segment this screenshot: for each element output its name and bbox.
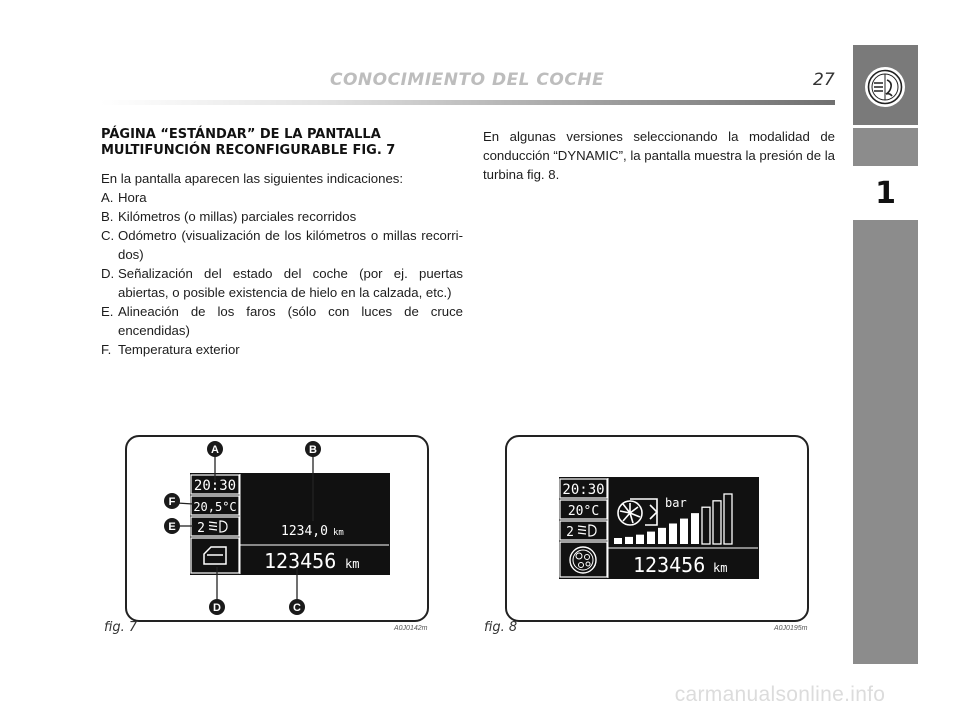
- callout-b: B: [309, 444, 317, 456]
- fig7-trip-unit: km: [333, 528, 344, 538]
- callout-f: F: [168, 496, 176, 508]
- item-letter: E.: [101, 304, 114, 319]
- fig8-caption: fig. 8: [484, 620, 518, 635]
- fig8-temperature: 20°C: [567, 504, 600, 519]
- boost-bar: [669, 523, 677, 544]
- fig7-caption: fig. 7: [104, 620, 138, 635]
- boost-bar: [614, 538, 622, 544]
- fig7-time: 20:30: [193, 478, 237, 494]
- header-rule: [100, 100, 835, 105]
- side-tab-divider: [853, 125, 918, 128]
- fig7-odometer: 123456: [264, 549, 337, 573]
- fig7-display-illustration: [127, 437, 427, 620]
- fig7-headlight-level: 2: [197, 521, 205, 536]
- item-text: Señalización del estado del coche (por ej. puertas abiertas, o posible existencia de hielo en la calzada, etc.): [118, 266, 463, 300]
- side-tab-divider: [853, 217, 918, 220]
- list-item: [101, 340, 463, 359]
- section-heading: PÁGINA “ESTÁNDAR” DE LA PANTALLA MULTIFUNCIÓN RECONFIGURABLE FIG. 7: [101, 127, 396, 158]
- list-item: [101, 207, 463, 226]
- chapter-number: 1: [875, 175, 896, 211]
- list-item: [101, 264, 463, 302]
- fig7-code: A0J0142m: [394, 625, 428, 632]
- fig8-time: 20:30: [562, 482, 605, 498]
- item-text: Alineación de los faros (sólo con luces de cruce encendidas): [118, 304, 463, 338]
- fig8-pressure-unit: bar: [665, 496, 687, 510]
- alfa-romeo-logo: [864, 66, 906, 108]
- dynamic-mode-paragraph: En algunas versiones seleccionando la modalidad de conducción “DYNAMIC”, la pantalla muestra la presión de la turbina fig. 8.: [483, 129, 835, 182]
- boost-bar: [658, 528, 666, 544]
- page-number: 27: [813, 70, 835, 90]
- item-text: Kilómetros (o millas) parciales recorridos: [118, 209, 357, 224]
- boost-bar: [691, 513, 699, 544]
- fig8-odometer-unit: km: [713, 561, 728, 575]
- fig8-display-illustration: [507, 437, 807, 620]
- boost-bar: [647, 532, 655, 544]
- indication-list: [101, 188, 463, 359]
- callout-e: E: [168, 521, 176, 533]
- item-text: Temperatura exterior: [118, 342, 240, 357]
- fig7-temperature: 20,5°C: [193, 500, 237, 514]
- list-item: [101, 226, 463, 264]
- item-letter: A.: [101, 190, 114, 205]
- chapter-side-tab: [853, 45, 918, 664]
- item-letter: B.: [101, 209, 114, 224]
- figure-7: [125, 435, 429, 622]
- chapter-number-box: [853, 169, 918, 217]
- boost-bar: [636, 535, 644, 544]
- fig8-code: A0J0195m: [774, 625, 808, 632]
- item-letter: D.: [101, 266, 115, 281]
- fig7-odometer-unit: km: [345, 557, 360, 571]
- item-text: Odómetro (visualización de los kilómetros o millas recorri-dos): [118, 228, 463, 262]
- item-text: Hora: [118, 190, 147, 205]
- fig8-odometer: 123456: [633, 553, 706, 577]
- header-title: CONOCIMIENTO DEL COCHE: [330, 70, 605, 90]
- item-letter: C.: [101, 228, 115, 243]
- callout-d: D: [213, 602, 221, 614]
- item-letter: F.: [101, 342, 112, 357]
- fig8-headlight-level: 2: [566, 525, 574, 540]
- figure-8: [505, 435, 809, 622]
- watermark: carmanualsonline.info: [674, 682, 886, 706]
- list-item: [101, 188, 463, 207]
- boost-bar: [680, 519, 688, 544]
- boost-bar: [625, 537, 633, 544]
- callout-a: A: [211, 444, 219, 456]
- fig7-trip-value: 1234,0: [281, 524, 328, 539]
- callout-c: C: [293, 602, 301, 614]
- intro-text: En la pantalla aparecen las siguientes indicaciones:: [101, 171, 404, 186]
- list-item: [101, 302, 463, 340]
